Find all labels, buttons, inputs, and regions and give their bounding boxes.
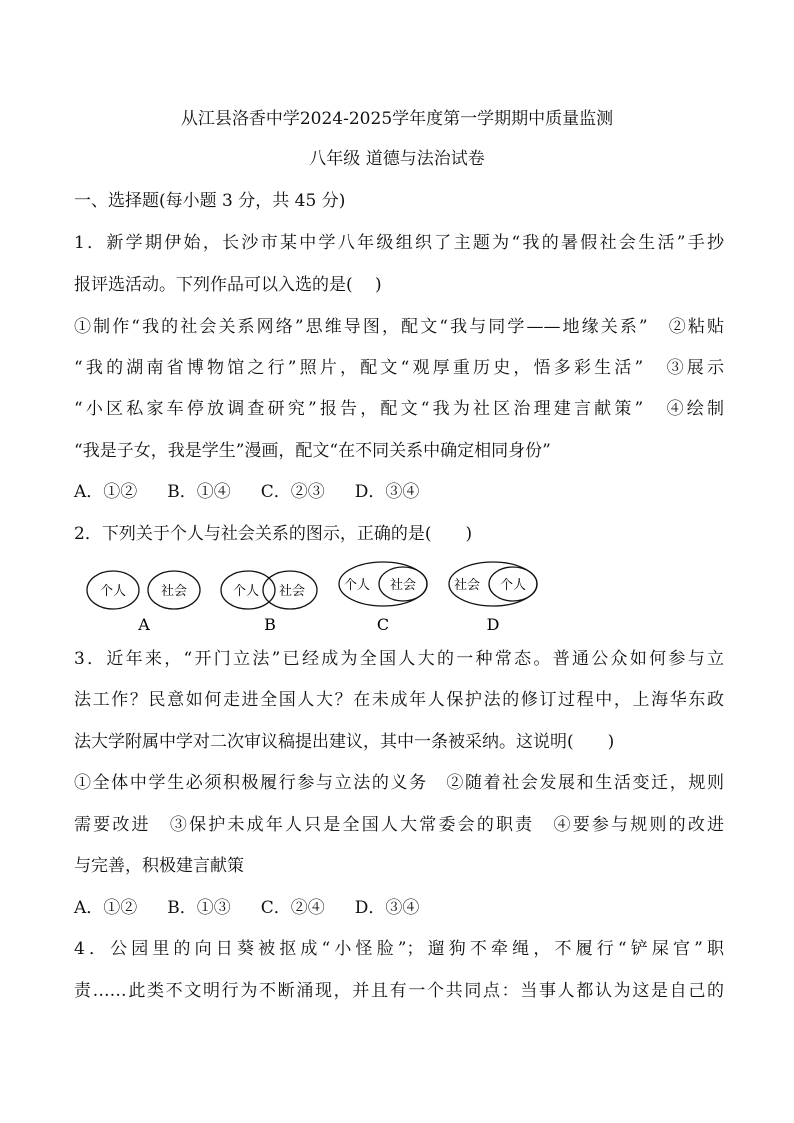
label-person-a: 个人: [99, 584, 127, 599]
question-1-options: [74, 481, 449, 503]
section-heading: 一、选择题(每小题 3 分，共 45 分): [74, 191, 346, 211]
label-d: D: [486, 615, 500, 634]
question-4-line: 4．公园里的向日葵被抠成“小怪脸”；遛狗不牵绳，不履行“铲屎官”职: [74, 939, 724, 959]
label-a: A: [138, 615, 150, 634]
label-society-b: 社会: [278, 584, 306, 599]
question-3-line: 法大学附属中学对二次审议稿提出建议，其中一条被采纳。这说明( ): [74, 732, 615, 752]
venn-diagram-figure: [80, 560, 560, 638]
question-3-line: 与完善，积极建言献策: [74, 856, 244, 876]
option-a: A．①②: [74, 898, 138, 918]
option-c: C．②④: [260, 898, 325, 918]
question-3-line: ①全体中学生必须积极履行参与立法的义务 ②随着社会发展和生活变迁，规则: [74, 773, 724, 793]
label-c: C: [376, 615, 390, 634]
option-c: C．②③: [260, 482, 325, 502]
label-person-c: 个人: [343, 578, 371, 593]
question-3-options: [74, 897, 449, 919]
question-1-line: “我是子女，我是学生”漫画，配文“在不同关系中确定相同身份”: [74, 441, 551, 461]
question-1-line: “我的湖南省博物馆之行”照片，配文“观厚重历史，悟多彩生活” ③展示: [74, 358, 724, 378]
option-b: B．①④: [167, 482, 231, 502]
option-d: D．③④: [354, 482, 420, 502]
option-a: A．①②: [74, 482, 138, 502]
question-3-line: 法工作？民意如何走进全国人大？在未成年人保护法的修订过程中，上海华东政: [74, 690, 724, 710]
exam-title: 从江县洛香中学2024-2025学年度第一学期期中质量监测: [180, 109, 614, 129]
exam-subtitle: 八年级 道德与法治试卷: [309, 149, 485, 169]
question-2-line: 2．下列关于个人与社会关系的图示，正确的是( ): [74, 524, 473, 544]
option-d: D．③④: [354, 898, 420, 918]
option-b: B．①③: [167, 898, 231, 918]
question-1-line: ①制作“我的社会关系网络”思维导图，配文“我与同学——地缘关系” ②粘贴: [74, 317, 724, 337]
question-1-line: 1．新学期伊始，长沙市某中学八年级组织了主题为“我的暑假社会生活”手抄: [74, 233, 724, 253]
label-person-b: 个人: [232, 584, 260, 599]
question-1-line: “小区私家车停放调查研究”报告，配文“我为社区治理建言献策” ④绘制: [74, 399, 724, 419]
label-society-c: 社会: [389, 578, 417, 593]
label-b: B: [264, 615, 276, 634]
question-4-line: 责……此类不文明行为不断涌现，并且有一个共同点：当事人都认为这是自己的: [74, 981, 724, 1001]
label-person-d: 个人: [499, 578, 527, 593]
question-3-line: 需要改进 ③保护未成年人只是全国人大常委会的职责 ④要参与规则的改进: [74, 815, 724, 835]
label-society-a: 社会: [160, 584, 188, 599]
label-society-d: 社会: [453, 578, 481, 593]
question-1-line: 报评选活动。下列作品可以入选的是( ): [74, 275, 382, 295]
question-3-line: 3．近年来，“开门立法”已经成为全国人大的一种常态。普通公众如何参与立: [74, 649, 724, 669]
